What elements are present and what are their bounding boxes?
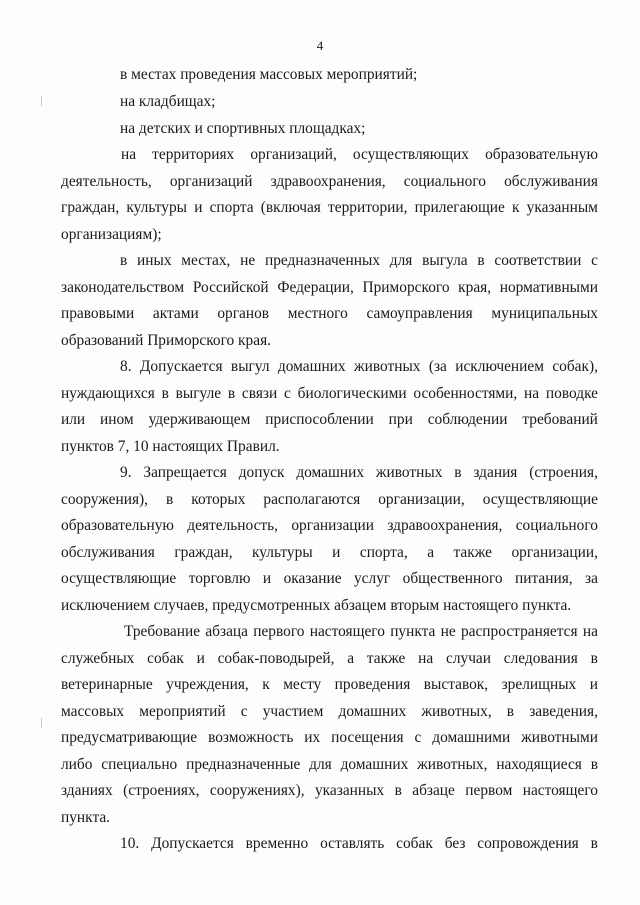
- word: удерживающем: [148, 411, 251, 428]
- word: предназначенных: [264, 252, 381, 269]
- word: в: [161, 385, 169, 402]
- text-line: организациям);: [61, 226, 162, 243]
- word: в: [120, 252, 128, 269]
- word: (за: [428, 358, 447, 375]
- word: сооружениях),: [209, 782, 305, 799]
- word: органов: [217, 305, 270, 322]
- word: спорта: [209, 199, 254, 216]
- word: допуск: [238, 464, 285, 481]
- word: к: [512, 199, 520, 216]
- word: заведения,: [529, 703, 598, 720]
- text-line: [61, 756, 598, 774]
- word: мероприятий: [139, 703, 226, 720]
- word: зданиях: [61, 782, 113, 799]
- word: домашних: [338, 703, 407, 720]
- word: нормативными: [499, 279, 598, 296]
- word: здания: [473, 464, 518, 481]
- word: социального: [515, 517, 598, 534]
- word: правовыми: [61, 305, 135, 322]
- word: не: [440, 623, 456, 640]
- word: прилегающие: [414, 199, 505, 216]
- word: самоуправления: [366, 305, 473, 322]
- word: биологическими: [297, 385, 407, 402]
- word: массовых: [61, 703, 125, 720]
- text-line: [61, 411, 598, 429]
- word: первом: [465, 782, 513, 799]
- word: собак),: [552, 358, 598, 375]
- word: служебных: [61, 650, 135, 667]
- word: культуры: [252, 544, 313, 561]
- word: животных: [375, 464, 443, 481]
- word: в: [227, 385, 236, 402]
- word: домашними: [432, 729, 511, 746]
- word: 10.: [120, 835, 140, 852]
- word: муниципальных: [491, 305, 598, 322]
- word: и: [196, 650, 205, 667]
- word: с: [414, 729, 422, 746]
- word: не: [240, 252, 256, 269]
- word: специально: [101, 756, 178, 773]
- word: собак: [147, 650, 184, 667]
- word: в: [506, 703, 515, 720]
- word: особенностями,: [413, 385, 518, 402]
- word: находящиеся: [496, 756, 582, 773]
- word: животными: [521, 729, 598, 746]
- word: распространяется: [460, 623, 578, 640]
- word: в: [590, 835, 598, 852]
- word: организации,: [378, 491, 465, 508]
- text-line: [61, 491, 598, 509]
- text-line: [61, 729, 598, 747]
- text-line: [120, 464, 598, 482]
- word: граждан,: [174, 544, 233, 561]
- word: выставок,: [423, 676, 489, 693]
- text-line: [61, 570, 598, 588]
- word: случаи: [445, 650, 491, 667]
- word: местного: [287, 305, 348, 322]
- text-line: исключением случаев, предусмотренных абзацем вторым настоящего пункта.: [61, 597, 572, 614]
- word: здравоохранения,: [387, 517, 503, 534]
- word: а: [427, 544, 435, 561]
- word: деятельность,: [61, 173, 152, 190]
- word: в: [394, 782, 402, 799]
- text-line: образований Приморского края.: [61, 332, 271, 349]
- word: осуществляющие: [61, 570, 177, 587]
- word: указанным: [526, 199, 598, 216]
- word: проведения: [334, 676, 411, 693]
- word: которых: [191, 491, 246, 508]
- word: зрелищных: [501, 676, 577, 693]
- word: с: [591, 252, 598, 269]
- word: сопровождения: [477, 835, 579, 852]
- text-line: [120, 835, 598, 853]
- word: либо: [61, 756, 93, 773]
- word: Запрещается: [143, 464, 227, 481]
- word: собак-поводырей,: [217, 650, 335, 667]
- word: на: [524, 385, 540, 402]
- word: оказание: [283, 570, 342, 587]
- word: связи: [241, 385, 278, 402]
- page-number: 4: [316, 38, 324, 53]
- text-line: [61, 199, 598, 217]
- text-line: на детских и спортивных площадках;: [120, 120, 366, 137]
- word: учреждения,: [166, 676, 249, 693]
- text-line: [61, 305, 598, 323]
- word: на: [418, 650, 434, 667]
- text-line: пункта.: [61, 809, 111, 826]
- word: граждан,: [61, 199, 120, 216]
- text-line: [61, 544, 598, 562]
- word: сооружения),: [61, 491, 148, 508]
- text-line: [124, 623, 598, 641]
- word: Федерации,: [277, 279, 354, 296]
- word: и: [194, 199, 203, 216]
- word: для: [389, 252, 413, 269]
- text-line: [61, 517, 598, 535]
- word: животных,: [417, 756, 488, 773]
- word: настоящего: [309, 623, 385, 640]
- word: также: [366, 650, 406, 667]
- word: деятельность,: [187, 517, 279, 534]
- word: ином: [100, 411, 134, 428]
- word: услуг: [353, 570, 391, 587]
- word: животных: [353, 358, 421, 375]
- word: Допускается: [139, 358, 223, 375]
- word: (строения,: [529, 464, 598, 481]
- text-line: на кладбищах;: [120, 93, 216, 110]
- word: организации: [291, 517, 374, 534]
- word: месту: [283, 676, 322, 693]
- word: домашних: [296, 464, 365, 481]
- word: выгул: [230, 358, 270, 375]
- word: поводке: [545, 385, 598, 402]
- word: также: [453, 544, 492, 561]
- word: оставлять: [320, 835, 385, 852]
- word: культуры: [126, 199, 188, 216]
- word: на: [582, 623, 598, 640]
- word: возможность: [208, 729, 294, 746]
- word: исключением: [455, 358, 544, 375]
- word: за: [585, 570, 598, 587]
- word: или: [61, 411, 86, 428]
- word: в: [165, 491, 174, 508]
- word: требований: [522, 411, 598, 428]
- text-line: пунктов 7, 10 настоящих Правил.: [61, 438, 280, 455]
- word: организаций,: [250, 146, 337, 163]
- word: обслуживания: [504, 173, 598, 190]
- word: в: [590, 650, 598, 667]
- text-line: [61, 650, 598, 668]
- word: иных: [137, 252, 172, 269]
- word: соответствии: [494, 252, 582, 269]
- word: животных,: [421, 703, 492, 720]
- word: нуждающихся: [61, 385, 155, 402]
- word: к: [262, 676, 270, 693]
- word: временно: [245, 835, 309, 852]
- word: располагаются: [263, 491, 361, 508]
- word: для: [309, 756, 332, 773]
- word: 8.: [120, 358, 132, 375]
- word: на: [121, 146, 137, 163]
- word: территории,: [328, 199, 408, 216]
- word: собак: [396, 835, 433, 852]
- text-line: [61, 782, 598, 800]
- word: (строениях,: [123, 782, 200, 799]
- word: осуществляющие: [482, 491, 598, 508]
- word: следования: [503, 650, 578, 667]
- word: Российской: [192, 279, 269, 296]
- text-line: [61, 676, 598, 694]
- word: указанных: [314, 782, 385, 799]
- word: первого: [253, 623, 305, 640]
- text-line: [61, 279, 598, 297]
- word: 9.: [120, 464, 132, 481]
- text-line: в местах проведения массовых мероприятий;: [120, 66, 418, 83]
- word: соблюдении: [427, 411, 508, 428]
- text-line: [121, 146, 598, 164]
- word: посещения: [331, 729, 404, 746]
- word: спорта,: [359, 544, 408, 561]
- word: Требование: [124, 623, 201, 640]
- word: питания,: [515, 570, 573, 587]
- word: в: [477, 252, 485, 269]
- word: и: [589, 676, 598, 693]
- word: приспособлении: [265, 411, 374, 428]
- text-line: [120, 252, 598, 270]
- word: Приморского: [362, 279, 450, 296]
- word: и: [262, 570, 272, 587]
- word: участием: [262, 703, 324, 720]
- word: с: [284, 385, 291, 402]
- word: общественного: [402, 570, 503, 587]
- word: абзаца: [205, 623, 248, 640]
- word: предназначенные: [186, 756, 301, 773]
- word: организаций: [169, 173, 253, 190]
- word: без: [444, 835, 466, 852]
- word: домашних: [277, 358, 346, 375]
- word: в: [590, 756, 598, 773]
- text-line: [61, 703, 598, 721]
- word: обслуживания: [61, 544, 155, 561]
- text-line: [61, 385, 598, 403]
- word: социального: [403, 173, 486, 190]
- word: с: [240, 703, 248, 720]
- word: организации,: [511, 544, 598, 561]
- word: территориях: [152, 146, 235, 163]
- word: выгуле: [175, 385, 222, 402]
- word: домашних: [340, 756, 409, 773]
- word: пункта: [390, 623, 436, 640]
- word: в: [454, 464, 462, 481]
- word: осуществляющих: [352, 146, 469, 163]
- word: при: [388, 411, 413, 428]
- word: (включая: [260, 199, 321, 216]
- word: а: [347, 650, 355, 667]
- word: настоящего: [522, 782, 598, 799]
- text-line: [120, 358, 598, 376]
- scan-margin-mark: [41, 96, 42, 106]
- word: торговлю: [188, 570, 251, 587]
- word: предусматривающие: [61, 729, 198, 746]
- word: местах,: [181, 252, 231, 269]
- word: абзаце: [412, 782, 455, 799]
- word: здравоохранения,: [270, 173, 386, 190]
- word: и: [332, 544, 341, 561]
- word: края,: [458, 279, 492, 296]
- word: законодательством: [61, 279, 185, 296]
- word: их: [304, 729, 321, 746]
- word: ветеринарные: [61, 676, 153, 693]
- word: образовательную: [485, 146, 598, 163]
- scan-margin-mark: [41, 718, 42, 728]
- text-line: [61, 173, 598, 191]
- word: актами: [152, 305, 199, 322]
- word: Допускается: [151, 835, 234, 852]
- word: образовательную: [61, 517, 174, 534]
- word: выгула: [422, 252, 468, 269]
